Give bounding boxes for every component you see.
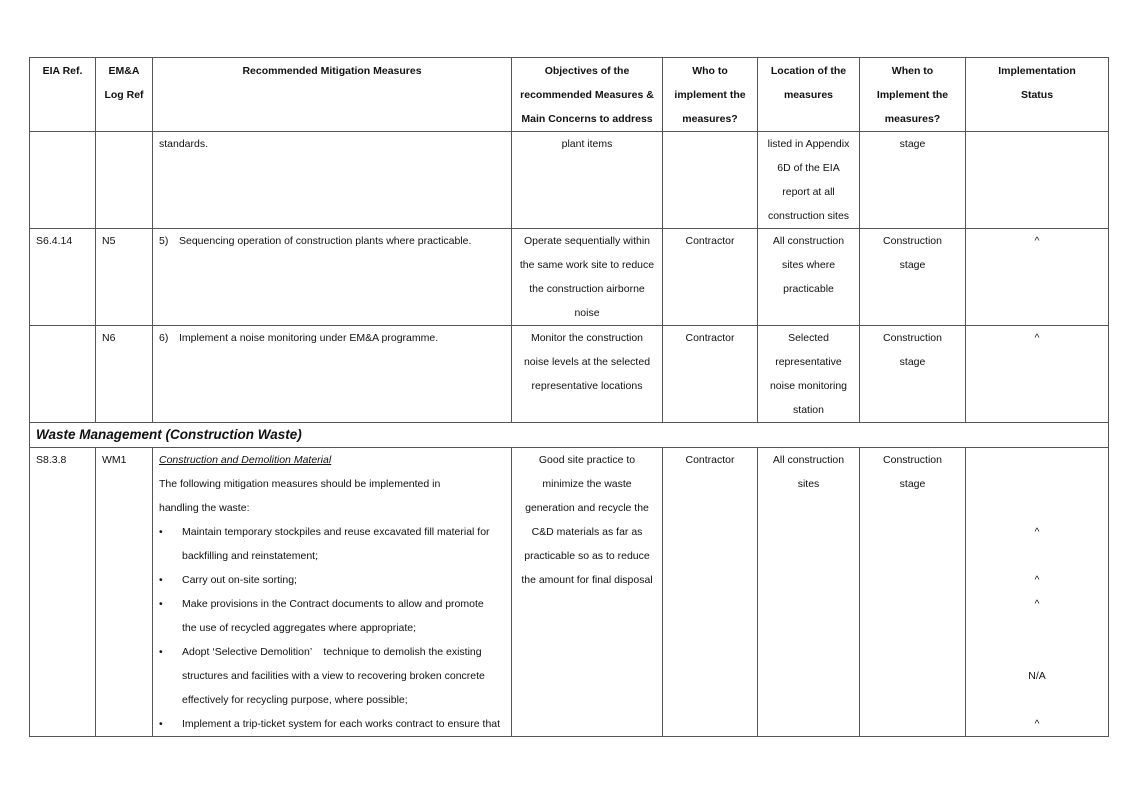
measure-cell: 5) Sequencing operation of construction plants where practicable. [153,229,512,326]
objective-cell: plant items [512,132,663,229]
eia-ref-cell [30,326,96,423]
objective-cell: Operate sequentially within the same work site to reduce the construction airborne noise [512,229,663,326]
header-ema-log-ref: EM&A Log Ref [96,58,153,132]
header-location: Location of the measures [758,58,860,132]
when-cell: stage [860,132,966,229]
header-objectives: Objectives of the recommended Measures & Main Concerns to address [512,58,663,132]
list-item: • Make provisions in the Contract documents to allow and promote [159,598,484,610]
location-cell: All construction sites [758,448,860,737]
location-cell: All construction sites where practicable [758,229,860,326]
location-cell: Selected representative noise monitoring station [758,326,860,423]
list-item: • Carry out on-site sorting; [159,574,297,586]
objective-cell: Good site practice to minimize the waste generation and recycle the C&D materials as far as practicable so as to reduce the amount for final disposal [512,448,663,737]
eia-ref-cell: S6.4.14 [30,229,96,326]
status-cell [966,132,1109,229]
who-cell: Contractor [663,229,758,326]
list-item: • Implement a trip-ticket system for each works contract to ensure that [159,718,501,730]
header-row [30,58,1109,132]
section-heading: Waste Management (Construction Waste) [30,423,1109,448]
who-cell: Contractor [663,448,758,737]
when-cell: Construction stage [860,448,966,737]
table-row [30,326,1109,423]
table-row [30,448,1109,737]
objective-cell: Monitor the construction noise levels at the selected representative locations [512,326,663,423]
when-cell: Construction stage [860,229,966,326]
header-recommended-measures: Recommended Mitigation Measures [153,58,512,132]
log-ref-cell: WM1 [96,448,153,737]
measure-cell: standards. [153,132,512,229]
header-eia-ref: EIA Ref. [30,58,96,132]
who-cell: Contractor [663,326,758,423]
table-row [30,132,1109,229]
log-ref-cell: N5 [96,229,153,326]
measure-cell: Construction and Demolition Material The following mitigation measures should be implemented in handling the waste: • Maintain temporary stockpiles and reuse excavated fill material for backfilling and reinstatement; • Carry out on-site sorting; • Make provisions in the Contract documents to allow and promote the use of recycled aggregates where appropriate; • Adopt ‘Selective Demolition’ technique to demolish the existing structures and facilities with a view to recovering broken concrete effectively for recycling purpose, where possible; • Implement a trip-ticket system for each works contract to ensure that [153,448,512,737]
log-ref-cell: N6 [96,326,153,423]
list-item: • Maintain temporary stockpiles and reuse excavated fill material for [159,526,490,538]
table-row [30,229,1109,326]
section-row [30,423,1109,448]
header-when: When to Implement the measures? [860,58,966,132]
who-cell [663,132,758,229]
measure-subheading: Construction and Demolition Material [159,454,332,466]
eia-ref-cell [30,132,96,229]
status-cell: ^ ^ ^ N/A ^ [966,448,1109,737]
when-cell: Construction stage [860,326,966,423]
header-who: Who to implement the measures? [663,58,758,132]
list-item: • Adopt ‘Selective Demolition’ technique to demolish the existing [159,646,482,658]
log-ref-cell [96,132,153,229]
location-cell: listed in Appendix 6D of the EIA report at all construction sites [758,132,860,229]
status-cell: ^ [966,229,1109,326]
mitigation-measures-table [29,57,1109,737]
measure-cell: 6) Implement a noise monitoring under EM&A programme. [153,326,512,423]
eia-ref-cell: S8.3.8 [30,448,96,737]
status-cell: ^ [966,326,1109,423]
header-implementation-status: Implementation Status [966,58,1109,132]
